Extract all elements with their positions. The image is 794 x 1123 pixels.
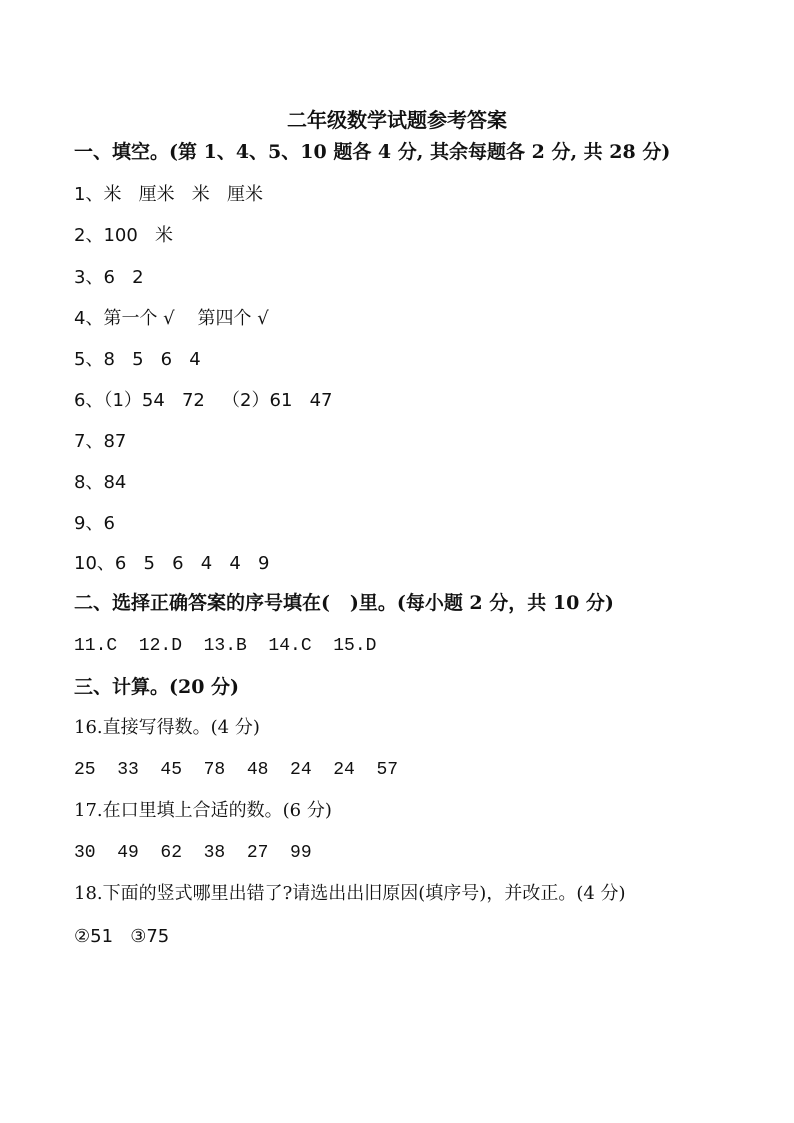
answer-2: 2、100 米 — [74, 225, 173, 246]
section-2-answers: 11.C 12.D 13.B 14.C 15.D — [74, 636, 377, 656]
question-16: 16.直接写得数。(4 分) — [74, 717, 260, 738]
question-16-answers: 25 33 45 78 48 24 24 57 — [74, 760, 399, 780]
answer-1: 1、米 厘米 米 厘米 — [74, 184, 263, 205]
answer-7: 7、87 — [74, 431, 127, 452]
answer-9: 9、6 — [74, 513, 115, 534]
answer-10: 10、6 5 6 4 4 9 — [74, 553, 270, 574]
answer-8: 8、84 — [74, 472, 127, 493]
answer-5: 5、8 5 6 4 — [74, 349, 201, 370]
section-2-heading: 二、选择正确答案的序号填在( )里。(每小题 2 分，共 10 分) — [74, 592, 614, 614]
question-17: 17.在口里填上合适的数。(6 分) — [74, 800, 332, 821]
answer-4: 4、第一个 √ 第四个 √ — [74, 308, 269, 329]
question-17-answers: 30 49 62 38 27 99 — [74, 843, 312, 863]
answer-6: 6、（1）54 72 （2）61 47 — [74, 390, 333, 411]
question-18-answers: ②51 ③75 — [74, 926, 170, 947]
section-3-heading: 三、计算。(20 分) — [74, 676, 240, 698]
answer-3: 3、6 2 — [74, 267, 144, 288]
section-1-heading: 一、填空。(第 1、4、5、10 题各 4 分, 其余每题各 2 分, 共 28 分) — [74, 141, 671, 163]
page-title: 二年级数学试题参考答案 — [287, 108, 507, 132]
question-18: 18.下面的竖式哪里出错了?请选出出旧原因(填序号)，并改正。(4 分) — [74, 883, 626, 904]
